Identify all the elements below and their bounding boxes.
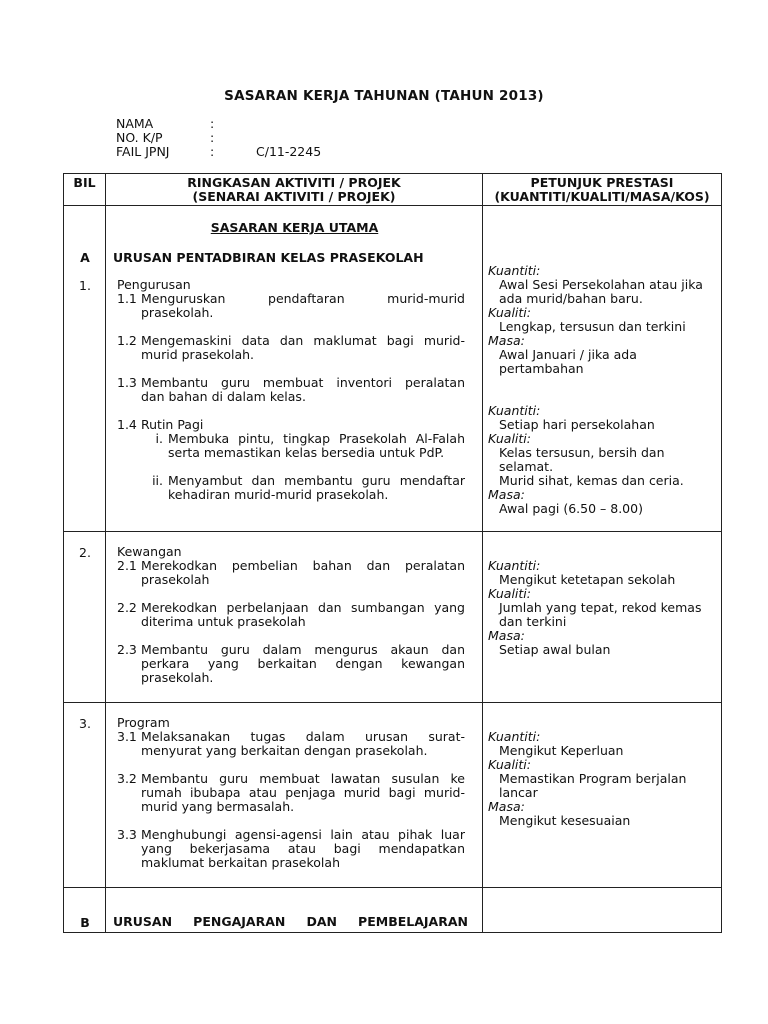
indicator-label: Masa: bbox=[488, 487, 525, 502]
subitem-text: Merekodkan perbelanjaan dan sumbangan yang bbox=[141, 600, 465, 615]
item3-title: Program bbox=[117, 715, 170, 730]
subitem-text: yang bekerjasama atau bagi mendapatkan bbox=[141, 841, 465, 856]
subitem-text: diterima untuk prasekolah bbox=[141, 614, 306, 629]
indicator-text: Mengikut Keperluan bbox=[499, 743, 624, 758]
subitem-number: 1.4 bbox=[117, 417, 137, 432]
item1-bil: 1. bbox=[79, 278, 91, 293]
routine-text: kehadiran murid-murid prasekolah. bbox=[168, 487, 389, 502]
spacer bbox=[488, 390, 703, 404]
routine-text: Membuka pintu, tingkap Prasekolah Al-Falah bbox=[168, 431, 465, 446]
skt-table bbox=[63, 173, 722, 933]
bil-cell bbox=[64, 532, 106, 703]
indicator-label: Masa: bbox=[488, 628, 525, 643]
subitem-number: 1.3 bbox=[117, 375, 137, 390]
activity-cell bbox=[106, 532, 483, 703]
indicator-text: pertambahan bbox=[499, 361, 584, 376]
header-bil bbox=[64, 174, 106, 206]
header-bil-text: BIL bbox=[73, 175, 96, 190]
subitem-text: Mengemaskini data dan maklumat bagi murid- bbox=[141, 333, 465, 348]
item3-bil: 3. bbox=[79, 716, 91, 731]
subitem-text: maklumat berkaitan prasekolah bbox=[141, 855, 340, 870]
subitem-text: Membantu guru membuat inventori peralatan bbox=[141, 375, 465, 390]
subitem-2-2 bbox=[117, 601, 465, 629]
subitem-number: 2.2 bbox=[117, 600, 137, 615]
subitem-number: 1.2 bbox=[117, 333, 137, 348]
indicator-text: Awal pagi (6.50 – 8.00) bbox=[499, 501, 643, 516]
indicators-1 bbox=[488, 264, 703, 516]
indicator-text: Mengikut ketetapan sekolah bbox=[499, 572, 676, 587]
table-row bbox=[64, 888, 722, 933]
indicator-text: Awal Sesi Persekolahan atau jika bbox=[499, 277, 703, 292]
item2-title: Kewangan bbox=[117, 544, 182, 559]
subitem-text: Merekodkan pembelian bahan dan peralatan bbox=[141, 558, 465, 573]
meta-row-nokp bbox=[116, 131, 321, 145]
subitem-text: murid prasekolah. bbox=[141, 347, 255, 362]
subitem-text: Membantu guru membuat lawatan susulan ke bbox=[141, 771, 465, 786]
indicator-text: selamat. bbox=[499, 459, 554, 474]
indicator-text: Lengkap, tersusun dan terkini bbox=[499, 319, 686, 334]
meta-colon: : bbox=[210, 116, 215, 131]
subitem-text: Menguruskan pendaftaran murid-murid bbox=[141, 291, 465, 306]
routine-number: i. bbox=[155, 431, 163, 446]
indicator-text: Setiap hari persekolahan bbox=[499, 417, 655, 432]
subitem-text: Menghubungi agensi-agensi lain atau pihak luar bbox=[141, 827, 465, 842]
meta-value: C/11-2245 bbox=[256, 144, 322, 159]
table-row bbox=[64, 532, 722, 703]
bil-cell bbox=[64, 888, 106, 933]
subitem-text: prasekolah. bbox=[141, 670, 214, 685]
routine-number: ii. bbox=[152, 473, 163, 488]
indicator-label: Kuantiti: bbox=[488, 263, 541, 278]
indicator-label: Kuantiti: bbox=[488, 729, 541, 744]
header-petunjuk-line1: PETUNJUK PRESTASI bbox=[530, 175, 674, 190]
item2-bil: 2. bbox=[79, 545, 91, 560]
subitem-3-2 bbox=[117, 772, 465, 814]
header-ringkasan-line2: (SENARAI AKTIVITI / PROJEK) bbox=[192, 189, 396, 204]
indicator-label: Kualiti: bbox=[488, 757, 531, 772]
meta-colon: : bbox=[210, 130, 215, 145]
subitem-text: Rutin Pagi bbox=[141, 417, 204, 432]
meta-colon: : bbox=[210, 144, 215, 159]
section-a-title: URUSAN PENTADBIRAN KELAS PRASEKOLAH bbox=[113, 250, 424, 265]
indicator-cell bbox=[483, 206, 722, 532]
indicator-text: Kelas tersusun, bersih dan bbox=[499, 445, 665, 460]
routine-text: Menyambut dan membantu guru mendaftar bbox=[168, 473, 465, 488]
indicator-cell bbox=[483, 703, 722, 888]
header-petunjuk-line2: (KUANTITI/KUALITI/MASA/KOS) bbox=[494, 189, 710, 204]
indicator-text: Awal Januari / jika ada bbox=[499, 347, 637, 362]
indicator-label: Kuantiti: bbox=[488, 403, 541, 418]
indicator-label: Masa: bbox=[488, 333, 525, 348]
subitem-text: murid yang bermasalah. bbox=[141, 799, 295, 814]
header-petunjuk bbox=[483, 174, 722, 206]
indicator-cell bbox=[483, 532, 722, 703]
section-heading: SASARAN KERJA UTAMA bbox=[210, 220, 379, 235]
section-b-title: URUSAN PENGAJARAN DAN PEMBELAJARAN bbox=[113, 914, 468, 929]
subitem-text: menyurat yang berkaitan dengan prasekolah. bbox=[141, 743, 428, 758]
subitem-1-1 bbox=[117, 292, 465, 320]
subitem-2-3 bbox=[117, 643, 465, 685]
item1-content bbox=[117, 278, 465, 502]
indicator-text: Jumlah yang tepat, rekod kemas bbox=[499, 600, 702, 615]
meta-block bbox=[116, 117, 321, 159]
table-row bbox=[64, 206, 722, 532]
indicator-label: Kualiti: bbox=[488, 586, 531, 601]
meta-label: NO. K/P bbox=[116, 130, 163, 145]
activity-cell bbox=[106, 888, 483, 933]
indicator-text: Setiap awal bulan bbox=[499, 642, 611, 657]
indicator-label: Kuantiti: bbox=[488, 558, 541, 573]
indicators-2 bbox=[488, 559, 701, 657]
document-title: SASARAN KERJA TAHUNAN (TAHUN 2013) bbox=[224, 88, 544, 104]
indicator-label: Masa: bbox=[488, 799, 525, 814]
subitem-text: Membantu guru dalam mengurus akaun dan bbox=[141, 642, 465, 657]
activity-cell bbox=[106, 206, 483, 532]
meta-label: NAMA bbox=[116, 116, 154, 131]
indicator-text: Murid sihat, kemas dan ceria. bbox=[499, 473, 684, 488]
table-header-row bbox=[64, 174, 722, 206]
subitem-text: perkara yang berkaitan dengan kewangan bbox=[141, 656, 465, 671]
subitem-number: 3.3 bbox=[117, 827, 137, 842]
subitem-text: Melaksanakan tugas dalam urusan surat- bbox=[141, 729, 465, 744]
subitem-text: prasekolah. bbox=[141, 305, 214, 320]
subitem-1-2 bbox=[117, 334, 465, 362]
subitem-1-3 bbox=[117, 376, 465, 404]
indicator-text: dan terkini bbox=[499, 614, 567, 629]
routine-i bbox=[117, 432, 465, 460]
meta-label: FAIL JPNJ bbox=[116, 144, 170, 159]
subitem-number: 2.1 bbox=[117, 558, 137, 573]
meta-row-fail bbox=[116, 145, 321, 159]
header-ringkasan bbox=[106, 174, 483, 206]
subitem-text: rumah ibubapa atau penjaga murid bagi murid- bbox=[141, 785, 465, 800]
subitem-1-4 bbox=[117, 418, 465, 432]
indicator-cell bbox=[483, 888, 722, 933]
subitem-number: 3.2 bbox=[117, 771, 137, 786]
subitem-text: prasekolah bbox=[141, 572, 210, 587]
header-ringkasan-line1: RINGKASAN AKTIVITI / PROJEK bbox=[187, 175, 401, 190]
indicator-text: Mengikut kesesuaian bbox=[499, 813, 631, 828]
table-row bbox=[64, 703, 722, 888]
routine-text: serta memastikan kelas bersedia untuk PdP. bbox=[168, 445, 445, 460]
subitem-3-3 bbox=[117, 828, 465, 870]
item1-title: Pengurusan bbox=[117, 277, 191, 292]
indicator-label: Kualiti: bbox=[488, 305, 531, 320]
subitem-number: 1.1 bbox=[117, 291, 137, 306]
spacer bbox=[488, 376, 703, 390]
indicator-label: Kualiti: bbox=[488, 431, 531, 446]
indicator-text: ada murid/bahan baru. bbox=[499, 291, 643, 306]
routine-ii bbox=[117, 474, 465, 502]
item2-content bbox=[117, 545, 465, 685]
subitem-number: 2.3 bbox=[117, 642, 137, 657]
subitem-number: 3.1 bbox=[117, 729, 137, 744]
subitem-3-1 bbox=[117, 730, 465, 758]
section-a-bil: A bbox=[80, 250, 90, 265]
section-b-bil: B bbox=[80, 915, 90, 930]
activity-cell bbox=[106, 703, 483, 888]
bil-cell bbox=[64, 206, 106, 532]
indicator-text: lancar bbox=[499, 785, 538, 800]
meta-row-nama bbox=[116, 117, 321, 131]
indicators-3 bbox=[488, 730, 686, 828]
indicator-text: Memastikan Program berjalan bbox=[499, 771, 687, 786]
bil-cell bbox=[64, 703, 106, 888]
subitem-2-1 bbox=[117, 559, 465, 587]
subitem-text: dan bahan di dalam kelas. bbox=[141, 389, 306, 404]
item3-content bbox=[117, 716, 465, 870]
